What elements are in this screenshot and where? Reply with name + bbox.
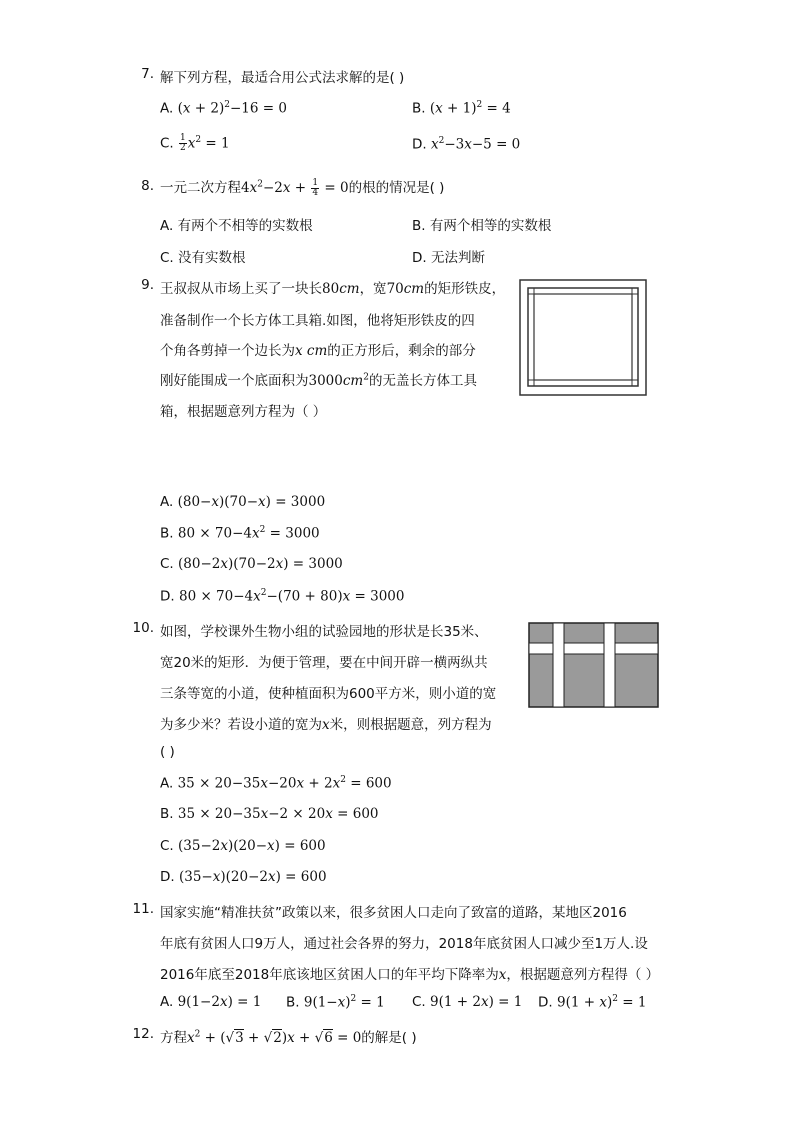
sheet-metal-figure [519,279,647,396]
question-stem: 解下列方程，最适合用公式法求解的是( ) [160,70,405,86]
question-number: 11. [132,901,154,917]
option-b: B. 35 × 20−35x−2 × 20x = 600 [160,806,379,822]
question-number: 12. [132,1026,154,1042]
option-c: C. 9(1 + 2x) = 1 [412,994,523,1010]
question-stem-line-1: 如图，学校课外生物小组的试验园地的形状是长35米、 [160,624,488,640]
option-b: B. 有两个相等的实数根 [412,218,552,234]
question-stem: 方程$x^2 + (√3 + √2)x + √6 = 0$的解是( ) [160,1029,417,1046]
option-b: B. $(x + 1)^2 = 4$ [412,100,511,117]
option-a: A. $35 \times 20-35x-20x + 2x^2 = 600$ [160,775,392,792]
question-stem-line-3: 2016年底至2018年底该地区贫困人口的年平均下降率为x，根据题意列方程得（ ） [160,967,660,983]
question-stem-line-4: 刚好能围成一个底面积为$3000cm^2$的无盖长方体工具 [160,372,477,389]
question-stem: 一元二次方程$4x^2-2x$ + $\frac{1}{4}$ = 0的根的情况是( ) [160,177,445,198]
question-stem-line-1: 国家实施“精准扶贫”政策以来，很多贫困人口走向了致富的道路，某地区2016 [160,905,627,921]
question-number: 7. [141,66,154,82]
option-c: C. (80−2x)(70−2x) = 3000 [160,556,343,572]
question-stem-line-2: 准备制作一个长方体工具箱.如图，他将矩形铁皮的四 [160,313,475,329]
question-number: 8. [141,178,154,194]
option-d: D. $x^2-3x-5 = 0$ [412,136,521,153]
option-a: A. 有两个不相等的实数根 [160,218,313,234]
option-a: A. (80−x)(70−x) = 3000 [160,494,326,510]
option-d: D. 无法判断 [412,250,485,266]
question-stem-line-5: ( ) [160,744,175,760]
option-b: B. $80 \times 70-4x^2 = 3000$ [160,525,320,542]
option-a: A. $(x + 2)^2-16 = 0$ [160,100,287,117]
question-stem-line-2: 年底有贫困人口9万人，通过社会各界的努力，2018年底贫困人口减少至1万人.设 [160,936,648,952]
question-number: 10. [132,620,154,636]
question-number: 9. [141,277,154,293]
question-stem-line-4: 为多少米？若设小道的宽为x米，则根据题意，列方程为 [160,717,492,733]
option-d: D. (35−x)(20−2x) = 600 [160,869,327,885]
option-b: B. $9(1-x)^2 = 1$ [286,994,385,1011]
question-stem-line-3: 个角各剪掉一个边长为x cm的正方形后，剩余的部分 [160,343,476,359]
question-stem-line-3: 三条等宽的小道，使种植面积为600平方米，则小道的宽 [160,686,497,702]
question-stem-line-5: 箱，根据题意列方程为（ ） [160,404,327,420]
garden-paths-figure [528,622,659,708]
option-c: C. (35−2x)(20−x) = 600 [160,838,326,854]
question-stem-line-1: 王叔叔从市场上买了一块长80cm，宽70cm的矩形铁皮， [160,281,506,297]
option-d: D. $9(1 + x)^2 = 1$ [538,994,647,1011]
option-a: A. 9(1−2x) = 1 [160,994,262,1010]
option-d: D. $80 \times 70-4x^2-(70 + 80)x = 3000$ [160,588,405,605]
option-c: C. $\frac{1}{2}$ $x^2 = 1$ [160,133,230,153]
option-c: C. 没有实数根 [160,250,246,266]
question-stem-line-2: 宽20米的矩形．为便于管理，要在中间开辟一横两纵共 [160,655,488,671]
